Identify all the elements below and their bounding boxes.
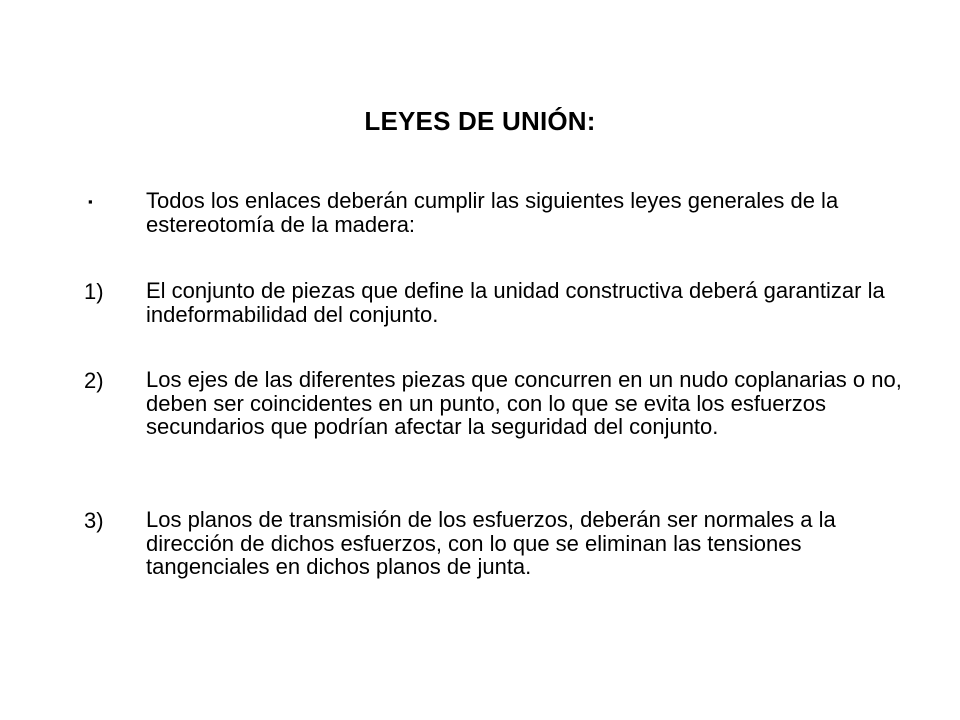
list-item-number: 1) (84, 279, 104, 304)
list-item-number: 2) (84, 368, 104, 393)
list-item-text: El conjunto de piezas que define la unidad constructiva deberá garantizar la indeformabilidad del conjunto. (146, 278, 885, 327)
list-item-number: 3) (84, 508, 104, 533)
list-item-text: Todos los enlaces deberán cumplir las siguientes leyes generales de la estereotomía de la madera: (146, 188, 839, 237)
list-item-intro (84, 189, 904, 236)
list-item-law-2 (84, 368, 904, 439)
list-item-law-3 (84, 508, 904, 579)
list-item-law-1 (84, 279, 904, 326)
square-bullet-icon: ▪ (88, 194, 93, 209)
list-item-text: Los ejes de las diferentes piezas que concurren en un nudo coplanarias o no, deben ser coincidentes en un punto, con lo que se evita los esfuerzos secundarios que podrían afectar la seguridad del conjunto. (146, 367, 902, 439)
slide-title: LEYES DE UNIÓN: (364, 106, 596, 136)
list-item-text: Los planos de transmisión de los esfuerzos, deberán ser normales a la dirección de dichos esfuerzos, con lo que se eliminan las tensiones tangenciales en dichos planos de junta. (146, 507, 836, 579)
